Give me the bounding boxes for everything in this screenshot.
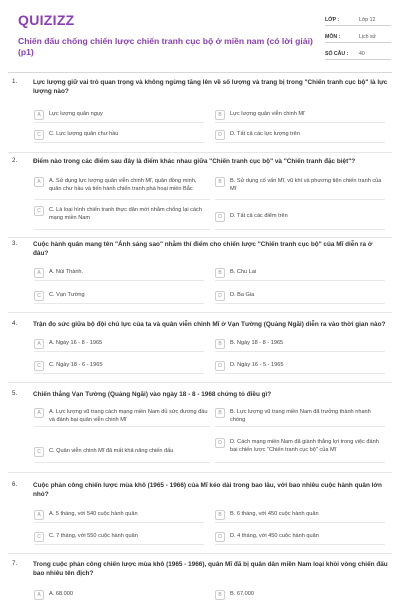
option-divider xyxy=(215,142,385,143)
option-divider xyxy=(215,373,385,374)
option-letter-box: D xyxy=(215,130,225,140)
question-1 xyxy=(0,78,400,156)
meta-row-count xyxy=(325,46,391,60)
option-divider xyxy=(215,229,385,230)
option-a[interactable] xyxy=(34,177,210,193)
question-text: Lực lượng giữ vai trò quan trọng và không ngừng tăng lên về số lượng và trang bị trong "Chiến tranh cục bộ" là lực lượng nào? xyxy=(33,79,388,95)
option-text: D. 4 tháng, với 450 cuộc hành quân xyxy=(230,533,319,539)
option-divider xyxy=(34,522,204,523)
option-d[interactable] xyxy=(215,361,385,371)
option-letter-box: C xyxy=(34,447,44,457)
option-letter-box: B xyxy=(215,339,225,349)
option-a[interactable] xyxy=(34,110,204,120)
question-number: 2. xyxy=(12,157,18,164)
option-letter-box: D xyxy=(215,438,225,448)
question-text: Cuộc phản công chiến lược mùa khô (1965 - 1966) của Mĩ kéo dài trong bao lâu, với bao nhiêu cuộc hành quân lớn nhỏ? xyxy=(33,482,382,498)
option-b[interactable] xyxy=(215,339,385,349)
option-letter-box: A xyxy=(34,110,44,120)
option-a[interactable] xyxy=(34,510,204,520)
option-text: C. Lực lượng quân chư hầu xyxy=(49,131,119,137)
question-divider xyxy=(8,382,392,383)
option-d[interactable] xyxy=(215,291,385,301)
option-divider xyxy=(34,229,210,230)
option-text: D. Tất cả các điểm trên xyxy=(230,213,288,219)
option-divider xyxy=(34,373,204,374)
option-text: B. Sử dụng cố vấn Mĩ, vũ khí và phương tiện chiến tranh của Mĩ xyxy=(230,178,382,192)
option-b[interactable] xyxy=(215,590,385,600)
option-text: Lực lượng quân viễn chinh Mĩ xyxy=(230,111,305,117)
option-letter-box: A xyxy=(34,510,44,520)
option-divider xyxy=(215,199,385,200)
option-letter-box: C xyxy=(34,532,44,542)
option-c[interactable] xyxy=(34,206,210,222)
option-divider xyxy=(34,199,210,200)
option-divider xyxy=(215,544,385,545)
option-divider xyxy=(215,426,385,427)
question-3 xyxy=(0,240,400,314)
question-number: 6. xyxy=(12,481,18,488)
option-text: C. 7 tháng, với 550 cuộc hành quân xyxy=(49,533,138,539)
option-text: C. Ngày 18 - 6 - 1965 xyxy=(49,362,103,368)
meta-value: 40 xyxy=(359,51,365,57)
option-text: D. Ba Gia xyxy=(230,292,255,298)
question-text: Trận đọ sức giữa bộ đội chủ lực của ta và quân viễn chinh Mĩ ở Vạn Tường (Quảng Ngãi) diễn ra vào thời gian nào? xyxy=(33,321,386,328)
option-a[interactable] xyxy=(34,268,204,278)
question-2 xyxy=(0,157,400,241)
option-text: D. Tất cả các lực lượng trên xyxy=(230,131,300,137)
question-divider xyxy=(8,312,392,313)
option-divider xyxy=(34,303,204,304)
question-6 xyxy=(0,481,400,553)
option-text: A. 68.000 xyxy=(49,591,73,597)
meta-value: Lớp 12 xyxy=(359,17,376,23)
option-d[interactable] xyxy=(215,130,385,140)
option-text: C. Quân viễn chinh Mĩ đã mất khả năng chiến đấu xyxy=(49,448,174,454)
option-letter-box: A xyxy=(34,408,44,418)
option-text: B. 6 tháng, với 450 cuộc hành quân xyxy=(230,511,319,517)
option-d[interactable] xyxy=(215,212,385,222)
option-text: Lực lượng quân ngụy xyxy=(49,111,103,117)
option-divider xyxy=(215,280,385,281)
option-divider xyxy=(34,351,204,352)
option-d[interactable] xyxy=(215,438,385,454)
question-text: Điểm nào trong các điểm sau đây là điểm khác nhau giữa "Chiến tranh cục bộ" và "Chiến tranh đặc biệt"? xyxy=(33,158,356,165)
question-text: Trong cuộc phản công chiến lược mùa khô (1965 - 1966), quân Mĩ đã bị quân dân miền Nam loại khỏi vòng chiến đấu bao nhiêu tên địch? xyxy=(33,561,388,577)
option-text: C. Là loại hình chiến tranh thực dân mới nhằm chống lại cách mạng miền Nam xyxy=(49,207,202,221)
option-letter-box: B xyxy=(215,177,225,187)
option-divider xyxy=(34,544,204,545)
option-divider xyxy=(34,122,204,123)
option-letter-box: D xyxy=(215,291,225,301)
meta-row-subject xyxy=(325,29,391,43)
question-number: 3. xyxy=(12,240,18,247)
option-a[interactable] xyxy=(34,590,204,600)
option-c[interactable] xyxy=(34,361,204,371)
option-text: A. 5 tháng, với 540 cuộc hành quân xyxy=(49,511,138,517)
meta-row-class xyxy=(325,12,391,26)
question-number: 1. xyxy=(12,78,18,85)
option-letter-box: D xyxy=(215,532,225,542)
question-number: 5. xyxy=(12,390,18,397)
option-letter-box: D xyxy=(215,361,225,371)
option-text: A. Núi Thành. xyxy=(49,269,84,275)
option-letter-box: A xyxy=(34,339,44,349)
option-letter-box: B xyxy=(215,408,225,418)
option-b[interactable] xyxy=(215,408,385,424)
option-divider xyxy=(34,142,204,143)
option-c[interactable] xyxy=(34,532,204,542)
option-letter-box: D xyxy=(215,212,225,222)
option-b[interactable] xyxy=(215,268,385,278)
meta-value: Lịch sử xyxy=(359,34,377,40)
header-divider xyxy=(8,72,392,73)
option-divider xyxy=(34,426,210,427)
question-text: Chiến thắng Vạn Tường (Quảng Ngãi) vào ngày 18 - 8 - 1968 chứng tỏ điều gì? xyxy=(33,391,272,398)
question-4 xyxy=(0,320,400,386)
option-letter-box: C xyxy=(34,361,44,371)
option-divider xyxy=(215,351,385,352)
question-divider xyxy=(8,237,392,238)
option-a[interactable] xyxy=(34,339,204,349)
question-7 xyxy=(0,560,400,600)
option-text: D. Ngày 16 - 5 - 1965 xyxy=(230,362,284,368)
option-letter-box: B xyxy=(215,110,225,120)
meta-label: SỐ CÂU : xyxy=(325,51,349,57)
option-divider xyxy=(215,522,385,523)
question-number: 7. xyxy=(12,560,18,567)
option-text: B. Ngày 18 - 8 - 1965 xyxy=(230,340,284,346)
question-5 xyxy=(0,390,400,478)
option-divider xyxy=(215,462,385,463)
option-divider xyxy=(215,122,385,123)
option-c[interactable] xyxy=(34,447,210,457)
question-divider xyxy=(8,152,392,153)
option-text: A. Lực lượng vũ trang cách mạng miền Nam đủ sức đương đầu và đánh bại quân viễn chinh Mĩ xyxy=(49,409,208,423)
option-text: A. Sử dụng lực lượng quân viễn chinh Mĩ, quân đồng minh, quân chư hầu và tiến hành chiến tranh phá hoại miền Bắc xyxy=(49,178,197,192)
option-letter-box: C xyxy=(34,206,44,216)
option-letter-box: B xyxy=(215,268,225,278)
worksheet-meta xyxy=(325,12,391,63)
option-text: B. Chu Lai xyxy=(230,269,257,275)
question-divider xyxy=(8,472,392,473)
option-b[interactable] xyxy=(215,110,385,120)
option-letter-box: A xyxy=(34,177,44,187)
option-divider xyxy=(215,303,385,304)
option-letter-box: A xyxy=(34,268,44,278)
option-text: B. Lực lượng vũ trang miền Nam đã trưởng thành nhanh chóng xyxy=(230,409,371,423)
option-c[interactable] xyxy=(34,130,204,140)
option-divider xyxy=(34,280,204,281)
question-divider xyxy=(8,553,392,554)
option-a[interactable] xyxy=(34,408,210,424)
option-c[interactable] xyxy=(34,291,204,301)
option-letter-box: A xyxy=(34,590,44,600)
worksheet-header xyxy=(0,0,400,64)
option-text: B. 67.000 xyxy=(230,591,254,597)
question-number: 4. xyxy=(12,320,18,327)
option-d[interactable] xyxy=(215,532,385,542)
option-text: D. Cách mạng miền Nam đã giành thắng lợi trong việc đánh bại chiến lược "Chiến tranh cục bộ" của Mĩ xyxy=(230,439,379,453)
option-divider xyxy=(34,462,210,463)
quizizz-logo: QUIZIZZ xyxy=(18,12,75,28)
option-text: A. Ngày 16 - 8 - 1965 xyxy=(49,340,103,346)
option-b[interactable] xyxy=(215,510,385,520)
option-text: C. Vạn Tường xyxy=(49,292,85,298)
meta-label: LỚP : xyxy=(325,17,340,23)
option-letter-box: C xyxy=(34,291,44,301)
option-letter-box: B xyxy=(215,590,225,600)
option-letter-box: B xyxy=(215,510,225,520)
option-letter-box: C xyxy=(34,130,44,140)
question-text: Cuộc hành quân mang tên "Ánh sáng sao" nhằm thí điểm cho chiến lược "Chiến tranh cục bộ" của Mĩ diễn ra ở đâu? xyxy=(33,241,373,257)
option-b[interactable] xyxy=(215,177,385,193)
worksheet-title: Chiến đấu chống chiến lược chiến tranh cục bộ ở miền nam (có lời giải)(p1) xyxy=(18,36,313,57)
meta-label: MÔN : xyxy=(325,34,341,40)
